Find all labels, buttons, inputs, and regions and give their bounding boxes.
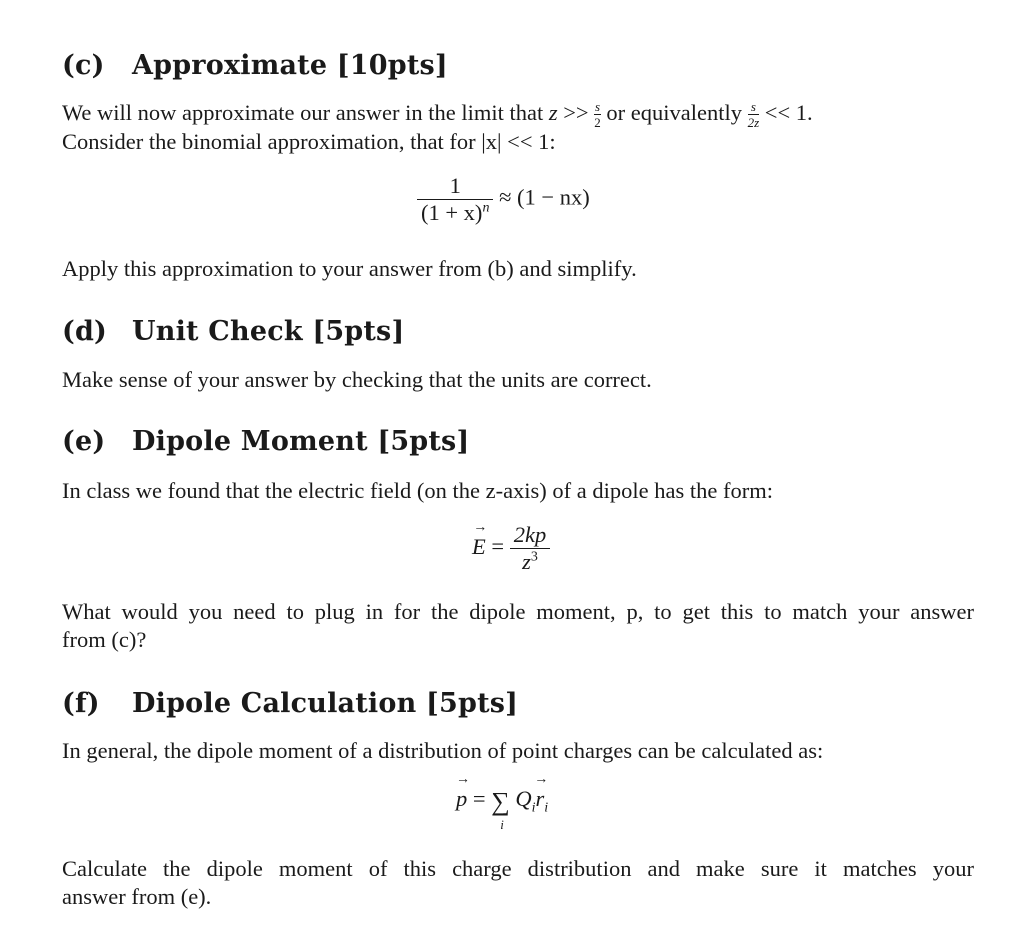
section-f-label: (f) (62, 688, 100, 719)
math-gg: >> (563, 100, 589, 125)
section-d-label: (d) (62, 316, 108, 347)
dipole-field-fraction: $\frac{2kp}{z^3}$ (510, 522, 551, 575)
section-e-label: (e) (62, 426, 106, 457)
section-e-heading (62, 426, 974, 457)
sum-operator: ∑ i (491, 787, 510, 832)
section-c-instruction: Apply this approximation to your answer from (b) and simplify. (62, 256, 637, 281)
section-f-task-line2: answer from (e). (62, 884, 212, 909)
section-c-title: Approximate [10pts] (132, 50, 448, 81)
section-d (62, 316, 974, 347)
section-d-heading (62, 316, 974, 347)
binomial-rhs: ≈ (1 − nx) (499, 184, 590, 210)
section-c-binomial-line: Consider the binomial approximation, that for |x| << 1: (62, 129, 556, 154)
equation-dipole-field: → E = $\frac{2kp}{z^3}$ (472, 522, 550, 575)
section-c-text-mid: or equivalently (606, 100, 742, 125)
frac-s-over-2z: $\frac{s}{2z}$ (747, 99, 760, 131)
section-f (62, 688, 974, 719)
math-z: z (548, 100, 558, 125)
binomial-fraction: $\frac{1}{(1 + x)^n}$ (417, 173, 493, 226)
section-e-question-line1: What would you need to plug in for the dipole moment, p, to get this to match your answer (62, 599, 974, 624)
section-d-title: Unit Check [5pts] (132, 316, 405, 347)
section-f-title: Dipole Calculation [5pts] (132, 688, 519, 719)
equation-binomial (417, 173, 590, 226)
section-d-text: Make sense of your answer by checking that the units are correct. (62, 367, 652, 392)
section-f-intro: In general, the dipole moment of a distribution of point charges can be calculated as: (62, 738, 824, 763)
math-ll-one: << 1. (764, 100, 813, 125)
vec-p: → p (456, 786, 467, 812)
section-f-task-line1: Calculate the dipole moment of this charge distribution and make sure it matches your (62, 856, 974, 881)
section-f-heading (62, 688, 974, 719)
section-c-label: (c) (62, 50, 105, 81)
section-c-text-a: We will now approximate our answer in the limit that (62, 100, 544, 125)
section-e-question-line2: from (c)? (62, 627, 147, 652)
section-c (62, 50, 974, 81)
section-c-limit-line (62, 99, 974, 129)
vec-E: → E (472, 534, 486, 560)
section-e (62, 426, 974, 457)
section-e-intro: In class we found that the electric field (on the z-axis) of a dipole has the form: (62, 478, 773, 503)
frac-s-over-2: $\frac{s}{2}$ (594, 99, 601, 131)
section-c-heading (62, 50, 974, 81)
equation-dipole-sum: → p = ∑ i $Q_i\to r_i$ (456, 786, 548, 817)
section-e-title: Dipole Moment [5pts] (132, 426, 470, 457)
